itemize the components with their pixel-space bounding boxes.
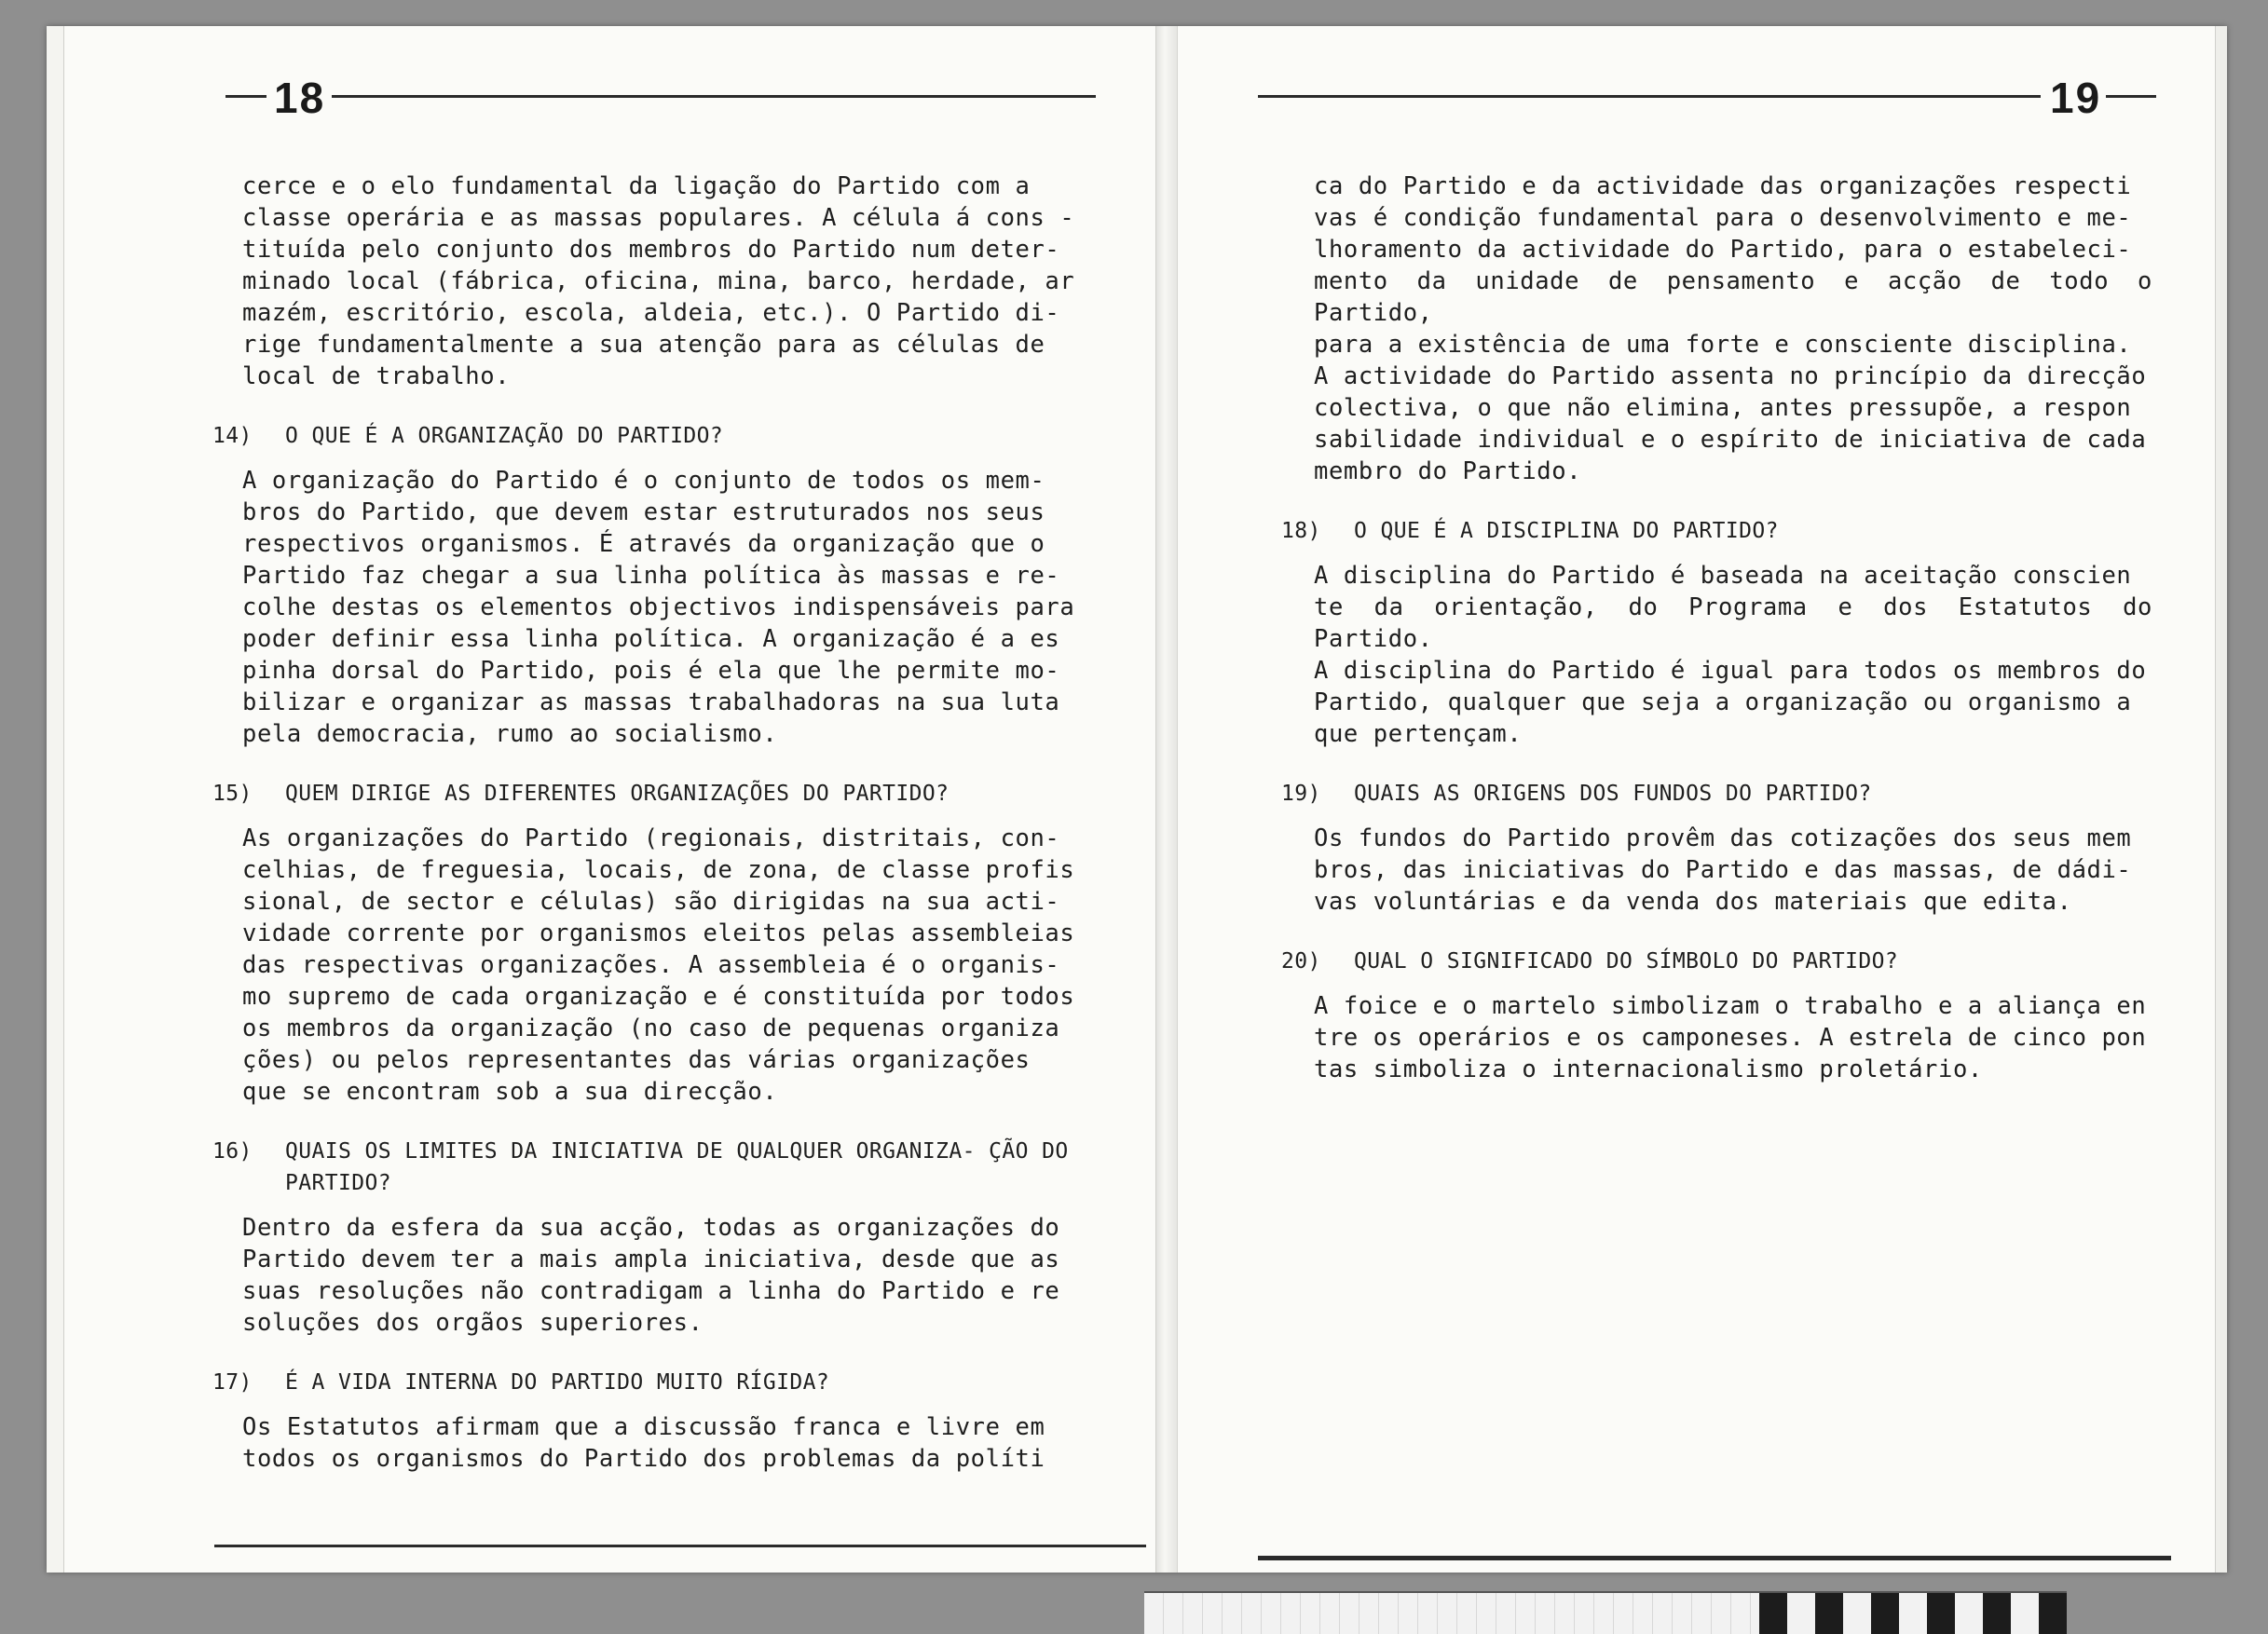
text-line: mazém, escritório, escola, aldeia, etc.). O Partido di- xyxy=(242,299,1060,327)
text-line: para a existência de uma forte e consciente disciplina. xyxy=(1314,331,2132,359)
text-line: suas resoluções não contradigam a linha do Partido e re xyxy=(242,1277,1060,1305)
text-line: das respectivas organizações. A assembleia é o organis- xyxy=(242,951,1060,979)
question-text: QUAL O SIGNIFICADO DO SÍMBOLO DO PARTIDO? xyxy=(1354,949,1899,974)
text-line: As organizações do Partido (regionais, distritais, con- xyxy=(242,824,1060,852)
text-line: sional, de sector e células) são dirigidas na sua acti- xyxy=(242,888,1060,916)
text-line: Os Estatutos afirmam que a discussão franca e livre em xyxy=(242,1413,1045,1441)
text-line: bilizar e organizar as massas trabalhadoras na sua luta xyxy=(242,688,1060,716)
text-line: poder definir essa linha política. A organização é a es xyxy=(242,625,1060,653)
question-number: 17) xyxy=(212,1370,253,1395)
text-line: ções) ou pelos representantes das várias organizações xyxy=(242,1046,1031,1074)
question-text: QUEM DIRIGE AS DIFERENTES ORGANIZAÇÕES DO PARTIDO? xyxy=(285,782,950,806)
text-line: cerce e o elo fundamental da ligação do Partido com a xyxy=(242,172,1031,200)
question-number: 19) xyxy=(1281,782,1321,806)
text-line: Dentro da esfera da sua acção, todas as organizações do xyxy=(242,1214,1060,1242)
question-heading xyxy=(1281,778,2171,810)
text-line: bros do Partido, que devem estar estruturados nos seus xyxy=(242,498,1045,526)
left-page-header xyxy=(158,75,1146,121)
text-line: vas é condição fundamental para o desenvolvimento e me- xyxy=(1314,204,2132,232)
text-line: respectivos organismos. É através da organização que o xyxy=(242,530,1045,558)
question-number: 15) xyxy=(212,782,253,806)
left-page xyxy=(158,26,1146,1573)
right-page-stack-edge xyxy=(2215,26,2227,1573)
question-number: 18) xyxy=(1281,519,1321,543)
question-heading xyxy=(212,1136,1146,1199)
answer-paragraph xyxy=(1314,990,2152,1085)
text-line: rige fundamentalmente a sua atenção para as células de xyxy=(242,331,1045,359)
text-line: vas voluntárias e da venda dos materiais que edita. xyxy=(1314,888,2072,916)
text-line: lhoramento da actividade do Partido, para o estabeleci- xyxy=(1314,236,2132,264)
answer-paragraph xyxy=(242,465,1095,750)
header-rule-long xyxy=(1258,95,2041,98)
text-line: pinha dorsal do Partido, pois é ela que lhe permite mo- xyxy=(242,657,1060,685)
right-page-header xyxy=(1239,75,2171,121)
open-booklet-spread xyxy=(47,26,2227,1573)
text-line: mo supremo de cada organização e é constituída por todos xyxy=(242,983,1075,1011)
right-page-body xyxy=(1239,170,2171,1085)
question-heading xyxy=(1281,946,2171,977)
text-line: tre os operários e os camponeses. A estrela de cinco pon xyxy=(1314,1024,2147,1052)
text-line: classe operária e as massas populares. A célula á cons - xyxy=(242,204,1075,232)
text-line: A disciplina do Partido é baseada na aceitação conscien xyxy=(1314,562,2132,590)
text-line: A organização do Partido é o conjunto de todos os mem- xyxy=(242,467,1045,495)
question-text: O QUE É A DISCIPLINA DO PARTIDO? xyxy=(1354,519,1779,543)
text-line: todos os organismos do Partido dos problemas da políti xyxy=(242,1445,1045,1473)
question-text: QUAIS OS LIMITES DA INICIATIVA DE QUALQUER ORGANIZA- ÇÃO DO PARTIDO? xyxy=(285,1139,1069,1195)
scale-ruler-dark-segments xyxy=(1759,1593,2067,1634)
text-line: minado local (fábrica, oficina, mina, barco, herdade, ar xyxy=(242,267,1075,295)
text-line: tas simboliza o internacionalismo proletário. xyxy=(1314,1055,1983,1083)
text-line: tituída pelo conjunto dos membros do Partido num deter- xyxy=(242,236,1060,264)
question-text: É A VIDA INTERNA DO PARTIDO MUITO RÍGIDA? xyxy=(285,1370,830,1395)
page-number: 18 xyxy=(274,74,326,122)
intro-paragraph xyxy=(1314,170,2152,487)
text-line: os membros da organização (no caso de pequenas organiza xyxy=(242,1014,1060,1042)
book-gutter xyxy=(1155,26,1178,1573)
answer-paragraph xyxy=(242,1411,1095,1475)
text-line: mento da unidade de pensamento e acção de todo o Partido, xyxy=(1314,267,2152,327)
text-line: colhe destas os elementos objectivos indispensáveis para xyxy=(242,593,1075,621)
text-line: celhias, de freguesia, locais, de zona, de classe profis xyxy=(242,856,1075,884)
header-rule-long xyxy=(332,95,1096,98)
text-line: te da orientação, do Programa e dos Estatutos do Partido. xyxy=(1314,593,2152,653)
text-line: colectiva, o que não elimina, antes pressupõe, a respon xyxy=(1314,394,2132,422)
question-text: O QUE É A ORGANIZAÇÃO DO PARTIDO? xyxy=(285,424,724,448)
question-number: 16) xyxy=(212,1139,253,1164)
page-number: 19 xyxy=(2050,74,2102,122)
footer-rule xyxy=(1258,1556,2171,1560)
question-heading xyxy=(1281,515,2171,547)
footer-rule xyxy=(214,1545,1146,1547)
question-heading xyxy=(212,1367,1146,1398)
text-line: ca do Partido e da actividade das organizações respecti xyxy=(1314,172,2132,200)
text-line: local de trabalho. xyxy=(242,362,511,390)
left-page-body xyxy=(158,170,1146,1475)
question-heading xyxy=(212,778,1146,810)
text-line: Partido devem ter a mais ampla iniciativa, desde que as xyxy=(242,1246,1060,1273)
header-rule-short xyxy=(225,95,266,98)
scale-ruler xyxy=(1144,1591,2067,1634)
right-page xyxy=(1239,26,2171,1573)
text-line: soluções dos orgãos superiores. xyxy=(242,1309,704,1337)
text-line: membro do Partido. xyxy=(1314,457,1582,485)
question-number: 20) xyxy=(1281,949,1321,974)
text-line: vidade corrente por organismos eleitos pelas assembleias xyxy=(242,919,1075,947)
answer-paragraph xyxy=(1314,560,2152,750)
question-number: 14) xyxy=(212,424,253,448)
answer-paragraph xyxy=(242,823,1095,1108)
text-line: Partido, qualquer que seja a organização ou organismo a xyxy=(1314,688,2132,716)
question-text: QUAIS AS ORIGENS DOS FUNDOS DO PARTIDO? xyxy=(1354,782,1872,806)
left-page-stack-edge xyxy=(47,26,64,1573)
intro-paragraph xyxy=(242,170,1095,392)
answer-paragraph xyxy=(242,1212,1095,1339)
text-line: A foice e o martelo simbolizam o trabalho e a aliança en xyxy=(1314,992,2147,1020)
answer-paragraph xyxy=(1314,823,2152,918)
question-heading xyxy=(212,420,1146,452)
text-line: Os fundos do Partido provêm das cotizações dos seus mem xyxy=(1314,824,2132,852)
text-line: A actividade do Partido assenta no princípio da direcção xyxy=(1314,362,2147,390)
text-line: sabilidade individual e o espírito de iniciativa de cada xyxy=(1314,426,2147,454)
header-rule-short xyxy=(2106,95,2156,98)
text-line: bros, das iniciativas do Partido e das massas, de dádi- xyxy=(1314,856,2132,884)
text-line: Partido faz chegar a sua linha política às massas e re- xyxy=(242,562,1060,590)
text-line: pela democracia, rumo ao socialismo. xyxy=(242,720,778,748)
text-line: A disciplina do Partido é igual para todos os membros do xyxy=(1314,657,2147,685)
text-line: que pertençam. xyxy=(1314,720,1523,748)
text-line: que se encontram sob a sua direcção. xyxy=(242,1078,778,1106)
